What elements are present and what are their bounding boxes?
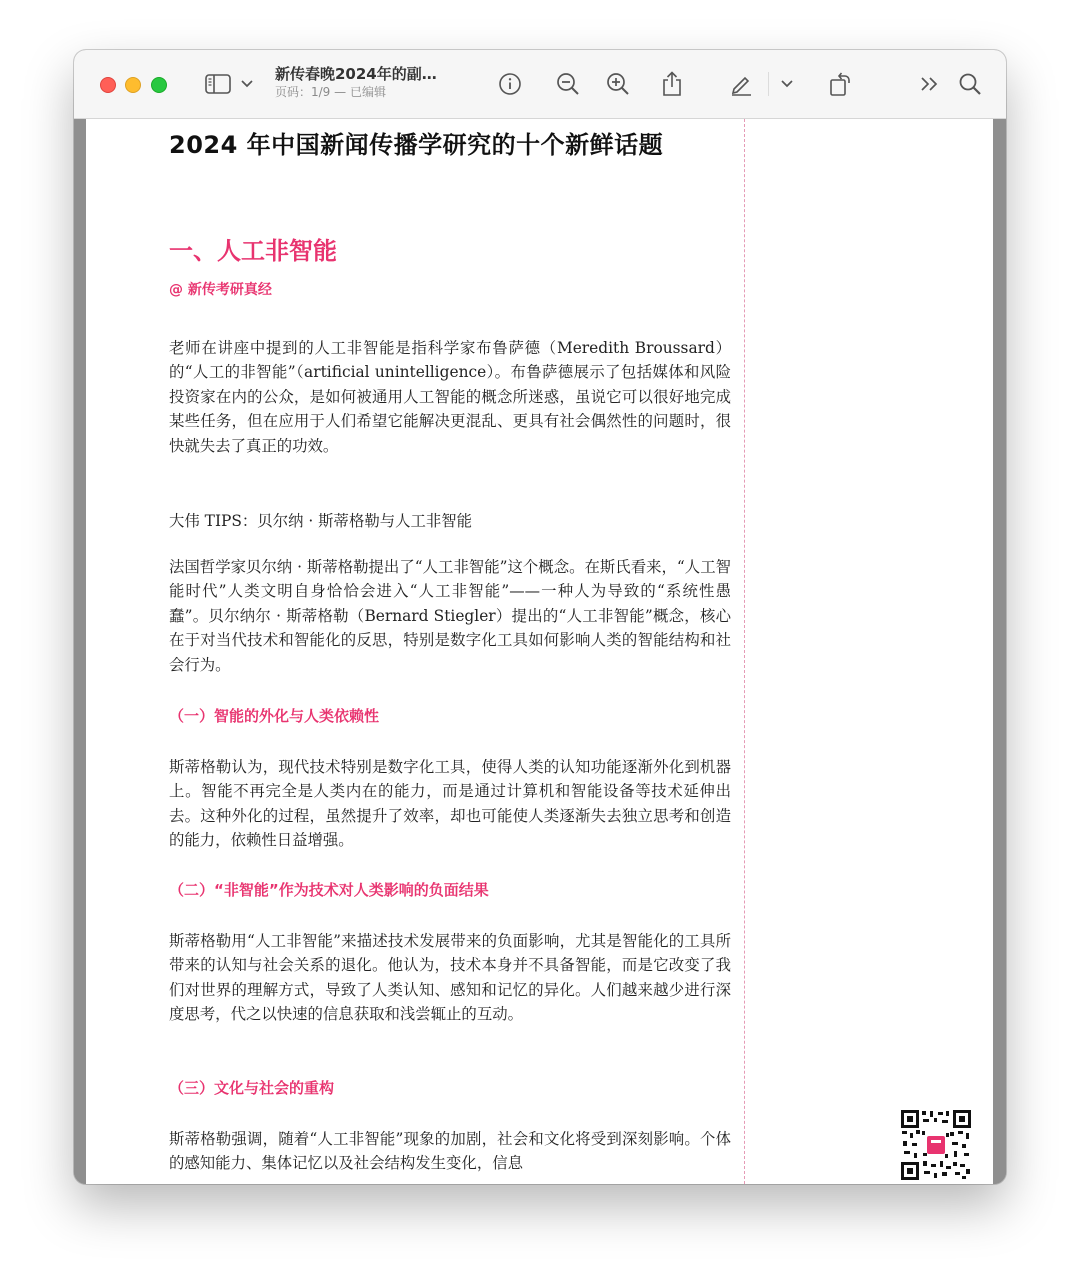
titlebar — [74, 50, 1006, 119]
zoom-button[interactable] — [151, 77, 167, 93]
paragraph-stiegler: 法国哲学家贝尔纳 · 斯蒂格勒提出了“人工非智能”这个概念。在斯氏看来，“人工智能时代”人类文明自身恰恰会进入“人工非智能”——一种人为导致的“系统性愚蠢”。贝尔纳尔 · 斯蒂格勒（Bernard Stiegler）提出的“人工非智能”概念，核心在于对当代技术和智能化的反思，特别是数字化工具如何影响人类的智能结构和社会行为。 — [169, 558, 731, 674]
minimize-button[interactable] — [125, 77, 141, 93]
document-viewport[interactable] — [74, 119, 1006, 1184]
search-icon[interactable] — [956, 70, 984, 98]
qr-code — [900, 1109, 972, 1181]
paragraph-intro: 老师在讲座中提到的人工非智能是指科学家布鲁萨德（Meredith Broussard）的“人工的非智能”（artificial unintelligence）。布鲁萨德展示了包括媒体和风险投资家在内的公众，是如何被通用人工智能的概念所迷惑，虽说它可以很好地完成某些任务，但在应用于人们希望它能解决更混乱、更具有社会偶然性的问题时，很快就失去了真正的功效。 — [169, 339, 731, 455]
rotate-icon[interactable] — [826, 70, 854, 98]
pdf-page — [86, 119, 993, 1184]
zoom-in-icon[interactable] — [604, 70, 632, 98]
subheading-1: （一）智能的外化与人类依赖性 — [169, 707, 380, 725]
markup-pen-icon[interactable] — [727, 70, 755, 98]
margin-guide — [744, 119, 745, 1184]
more-icon[interactable] — [916, 70, 944, 98]
preview-window — [74, 50, 1006, 1184]
sidebar-icon[interactable] — [204, 70, 232, 98]
chevron-down-icon[interactable] — [236, 70, 258, 98]
page-title: 2024 年中国新闻传播学研究的十个新鲜话题 — [169, 131, 664, 159]
share-icon[interactable] — [658, 70, 686, 98]
info-icon[interactable] — [496, 70, 524, 98]
tips-line: 大伟 TIPS：贝尔纳 · 斯蒂格勒与人工非智能 — [169, 512, 473, 530]
section-author: @ 新传考研真经 — [169, 282, 272, 298]
markup-menu-chevron-icon[interactable] — [776, 70, 798, 98]
title-block — [275, 64, 475, 100]
paragraph-sub1: 斯蒂格勒认为，现代技术特别是数字化工具，使得人类的认知功能逐渐外化到机器上。智能不再完全是人类内在的能力，而是通过计算机和智能设备等技术延伸出去。这种外化的过程，虽然提升了效率，却也可能使人类逐渐失去独立思考和创造的能力，依赖性日益增强。 — [169, 758, 731, 850]
subheading-2: （二）“非智能”作为技术对人类影响的负面结果 — [169, 881, 489, 899]
page-status: 页码：1/9 — 已编辑 — [275, 85, 386, 99]
toolbar-divider — [768, 72, 769, 96]
subheading-3: （三）文化与社会的重构 — [169, 1079, 335, 1097]
paragraph-sub3: 斯蒂格勒强调，随着“人工非智能”现象的加剧，社会和文化将受到深刻影响。个体的感知能力、集体记忆以及社会结构发生变化，信息 — [169, 1130, 731, 1173]
document-title: 新传春晚2024年的副… — [275, 65, 437, 83]
zoom-out-icon[interactable] — [554, 70, 582, 98]
paragraph-sub2: 斯蒂格勒用“人工非智能”来描述技术发展带来的负面影响，尤其是智能化的工具所带来的认知与社会关系的退化。他认为，技术本身并不具备智能，而是它改变了我们对世界的理解方式，导致了人类认知、感知和记忆的异化。人们越来越少进行深度思考，代之以快速的信息获取和浅尝辄止的互动。 — [169, 932, 731, 1024]
close-button[interactable] — [100, 77, 116, 93]
section-title: 一、人工非智能 — [169, 237, 337, 265]
